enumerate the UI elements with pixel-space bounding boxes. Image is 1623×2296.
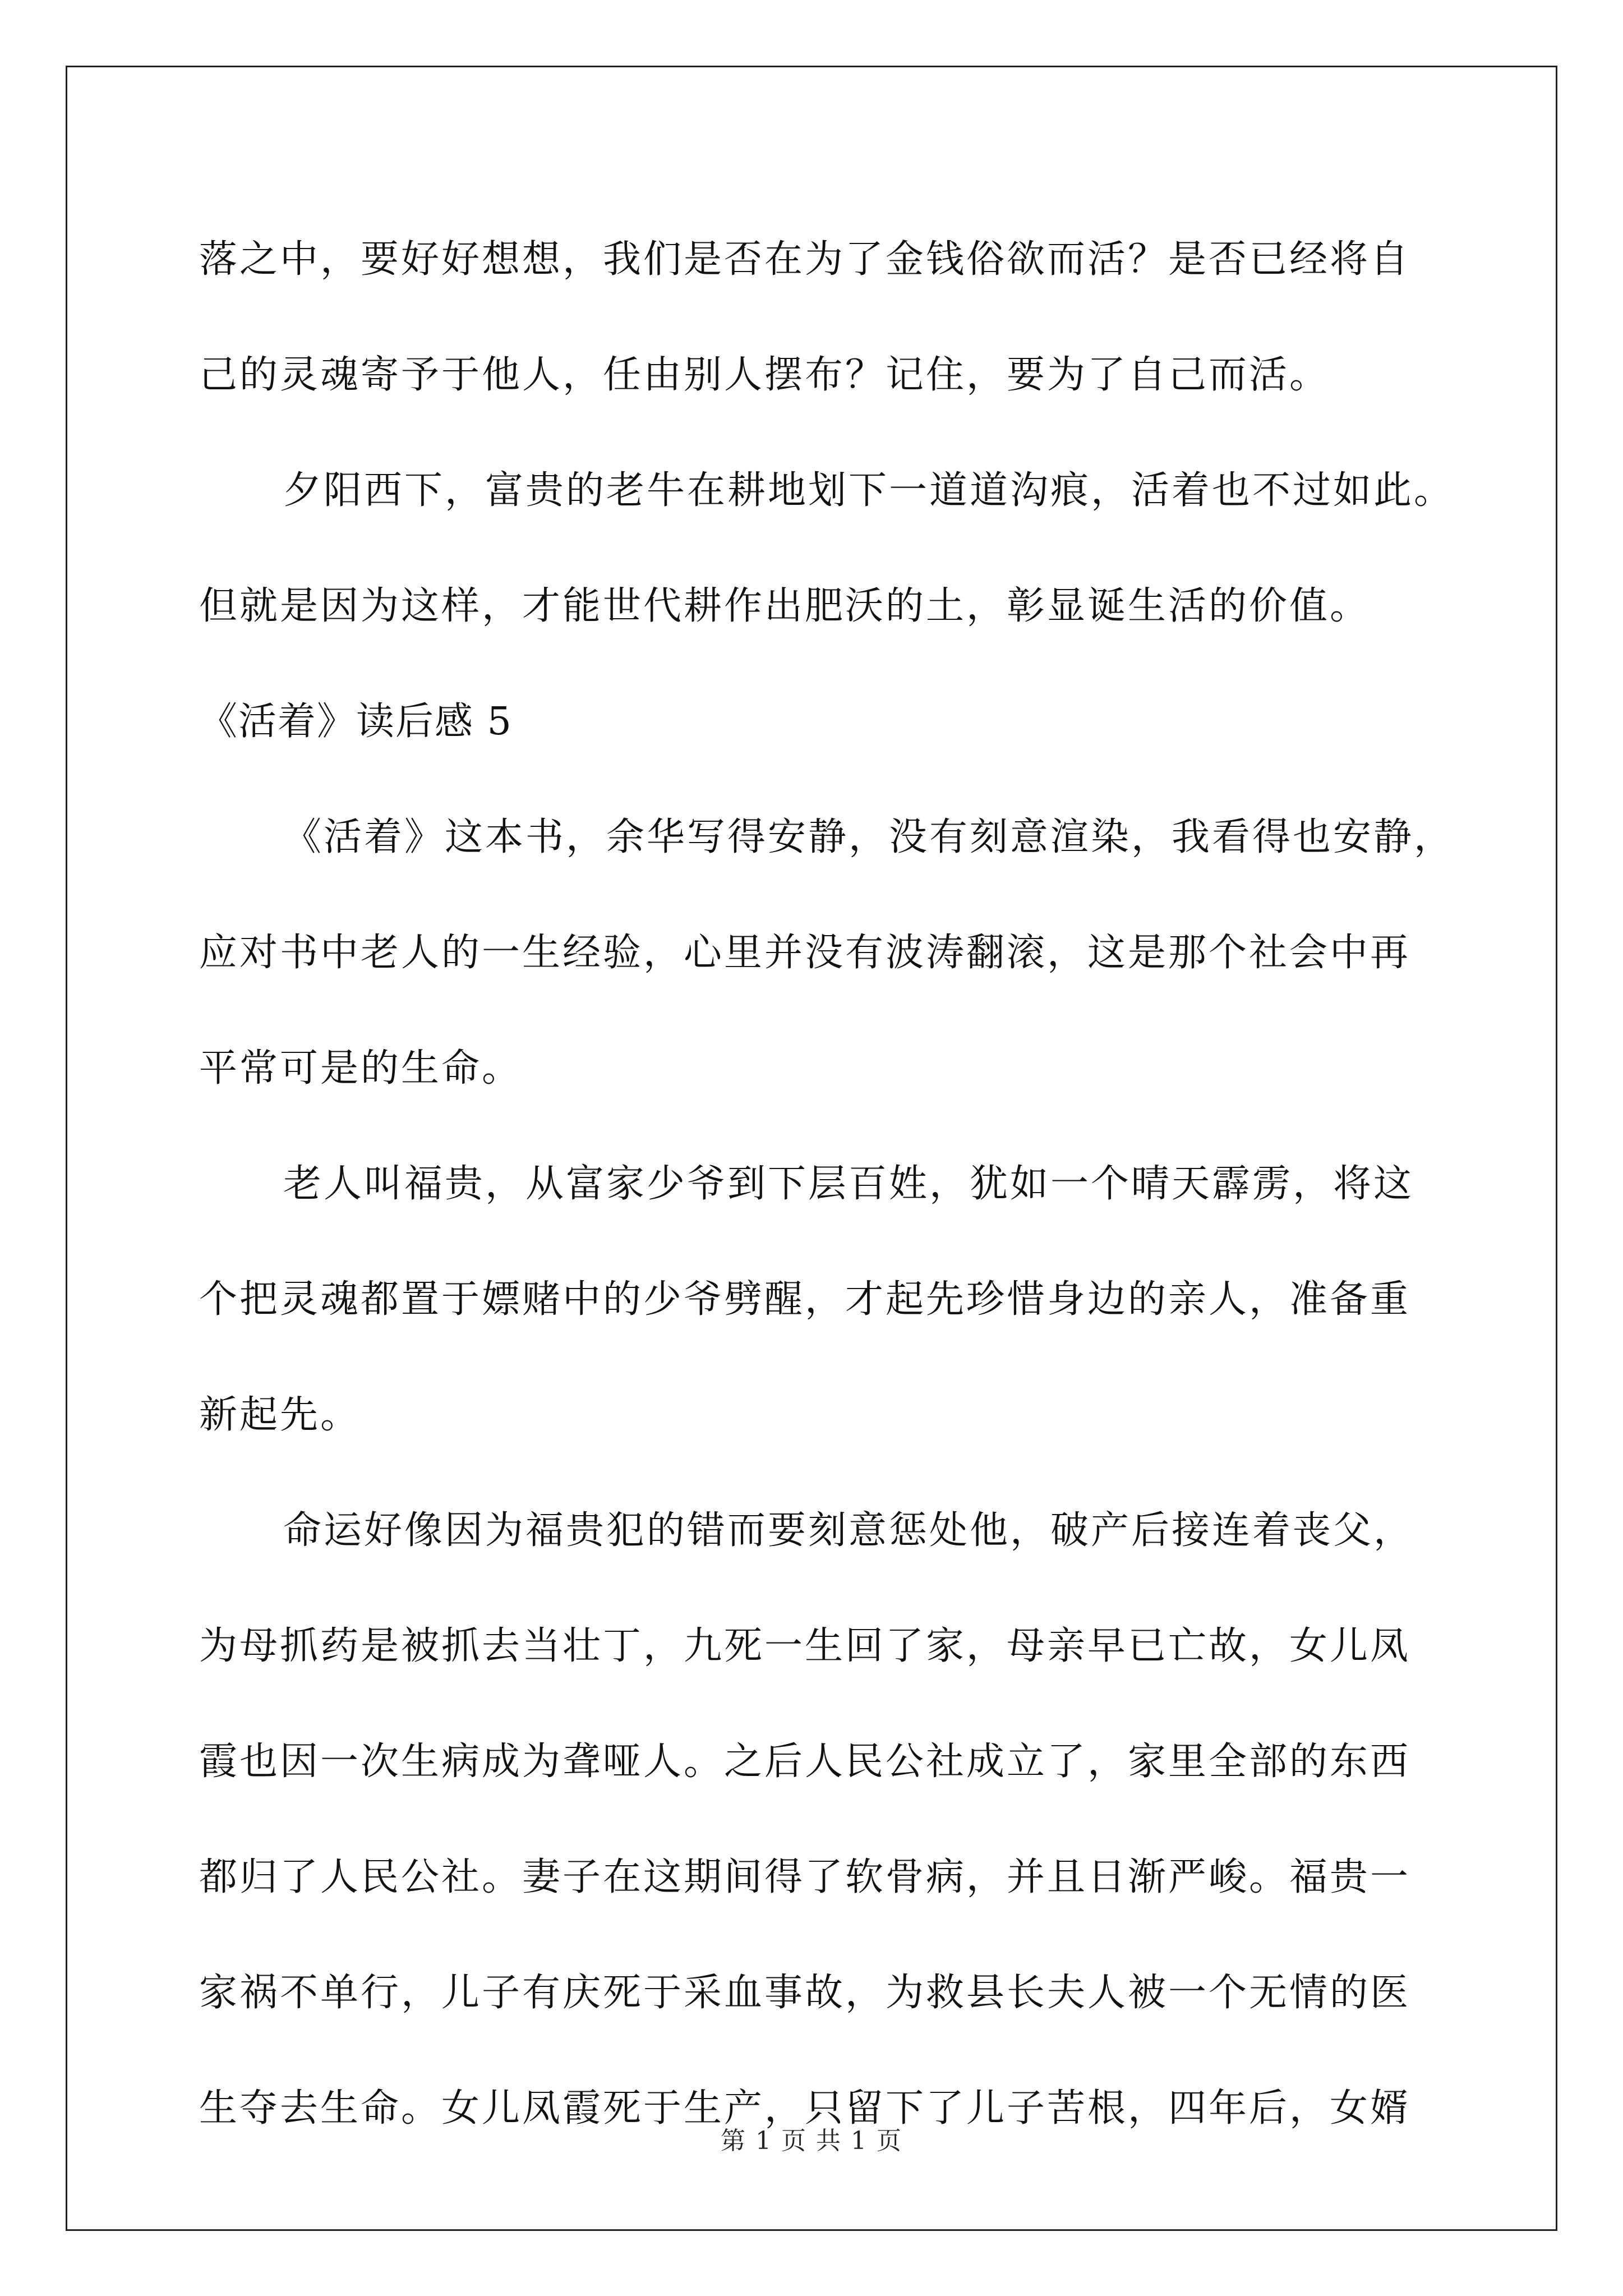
text-line: 生夺去生命。女儿凤霞死于生产，只留下了儿子苦根，四年后，女婿	[199, 2086, 1411, 2131]
section-heading: 《活着》读后感 5	[199, 700, 513, 744]
text-line: 霞也因一次生病成为聋哑人。之后人民公社成立了，家里全部的东西	[199, 1740, 1411, 1784]
text-line: 个把灵魂都置于嫖赌中的少爷劈醒，才起先珍惜身边的亲人，准备重	[199, 1277, 1411, 1322]
paragraph-start-line: 老人叫福贵，从富家少爷到下层百姓，犹如一个晴天霹雳，将这	[283, 1162, 1414, 1206]
text-line: 但就是因为这样，才能世代耕作出肥沃的土，彰显诞生活的价值。	[199, 584, 1371, 628]
paragraph-start-line: 命运好像因为福贵犯的错而要刻意惩处他，破产后接连着丧父，	[283, 1508, 1414, 1553]
document-body	[199, 202, 1455, 2166]
paragraph-start-line: 《活着》这本书，余华写得安静，没有刻意渲染，我看得也安静，	[283, 815, 1455, 859]
text-line: 落之中，要好好想想，我们是否在为了金钱俗欲而活？是否已经将自	[199, 237, 1411, 282]
paragraph-start-line: 夕阳西下，富贵的老牛在耕地划下一道道沟痕，活着也不过如此。	[283, 468, 1455, 513]
text-line: 为母抓药是被抓去当壮丁，九死一生回了家，母亲早已亡故，女儿凤	[199, 1624, 1411, 1668]
text-line: 应对书中老人的一生经验，心里并没有波涛翻滚，这是那个社会中再	[199, 931, 1411, 975]
text-line: 家祸不单行，儿子有庆死于采血事故，为救县长夫人被一个无情的医	[199, 1971, 1411, 2015]
text-line: 己的灵魂寄予于他人，任由别人摆布？记住，要为了自己而活。	[199, 353, 1330, 397]
text-line: 平常可是的生命。	[199, 1046, 523, 1091]
page-footer: 第 1 页 共 1 页	[721, 2127, 902, 2155]
text-line: 新起先。	[199, 1393, 361, 1437]
text-line: 都归了人民公社。妻子在这期间得了软骨病，并且日渐严峻。福贵一	[199, 1855, 1411, 1899]
